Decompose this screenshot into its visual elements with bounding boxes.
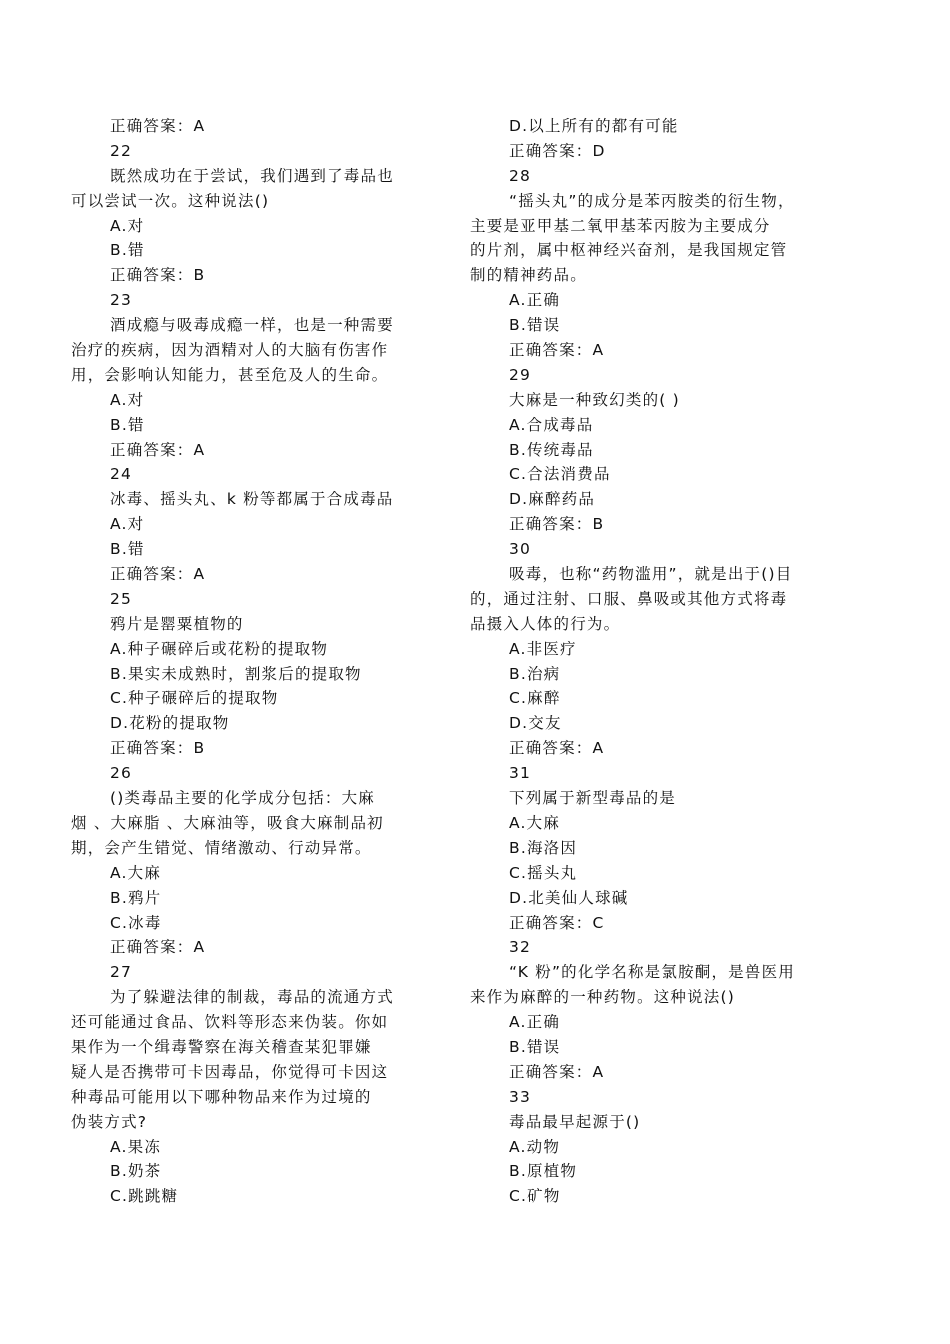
question-text-line: 期，会产生错觉、情绪激动、行动异常。 <box>71 838 372 857</box>
question-text-line: 制的精神药品。 <box>470 266 587 285</box>
answer-option: A.对 <box>110 390 145 409</box>
question-text-line: 冰毒、摇头丸、k 粉等都属于合成毒品 <box>110 490 394 509</box>
question-text-line: 鸦片是罂粟植物的 <box>110 614 244 633</box>
question-text-line: 疑人是否携带可卡因毒品，你觉得可卡因这 <box>71 1062 389 1081</box>
question-number: 26 <box>110 764 133 783</box>
answer-option: B.错误 <box>509 1037 561 1056</box>
question-text-line: 吸毒，也称“药物滥用”，就是出于()目 <box>509 565 793 584</box>
answer-option: C.矿物 <box>509 1187 561 1206</box>
correct-answer: 正确答案：C <box>509 913 605 932</box>
answer-option: B.奶茶 <box>110 1162 162 1181</box>
answer-option: B.原植物 <box>509 1162 578 1181</box>
correct-answer: 正确答案：B <box>110 739 206 758</box>
question-number: 24 <box>110 465 133 484</box>
answer-option: B.传统毒品 <box>509 440 594 459</box>
question-text-line: 种毒品可能用以下哪种物品来作为过境的 <box>71 1087 372 1106</box>
question-text-line: 品摄入人体的行为。 <box>470 614 621 633</box>
question-number: 27 <box>110 963 133 982</box>
question-text-line: 的，通过注射、口服、鼻吸或其他方式将毒 <box>470 589 788 608</box>
question-text-line: ()类毒品主要的化学成分包括：大麻 <box>110 789 375 808</box>
answer-option: A.对 <box>110 515 145 534</box>
right-column <box>470 114 836 1209</box>
answer-option: D.麻醉药品 <box>509 490 596 509</box>
question-number: 33 <box>509 1087 532 1106</box>
question-text-line: 烟 、大麻脂 、大麻油等，吸食大麻制品初 <box>71 813 384 832</box>
question-text-line: 的片剂，属中枢神经兴奋剂，是我国规定管 <box>470 241 788 260</box>
question-text-line: 还可能通过食品、饮料等形态来伪装。你如 <box>71 1013 389 1032</box>
question-text-line: 为了躲避法律的制裁，毒品的流通方式 <box>110 988 394 1007</box>
answer-option: B.错 <box>110 415 145 434</box>
question-text-line: 酒成瘾与吸毒成瘾一样，也是一种需要 <box>110 316 394 335</box>
question-text-line: 毒品最早起源于() <box>509 1112 641 1131</box>
answer-option: A.合成毒品 <box>509 415 594 434</box>
question-number: 25 <box>110 589 133 608</box>
answer-option: A.种子碾碎后或花粉的提取物 <box>110 639 329 658</box>
correct-answer: 正确答案：B <box>509 515 605 534</box>
answer-option: D.以上所有的都有可能 <box>509 117 679 135</box>
question-text-line: “摇头丸”的成分是苯丙胺类的衍生物， <box>509 191 795 210</box>
answer-option: A.动物 <box>509 1137 561 1156</box>
question-text-line: “K 粉”的化学名称是氯胺酮，是兽医用 <box>509 963 795 982</box>
left-column <box>71 114 437 1209</box>
answer-option: B.错 <box>110 540 145 559</box>
answer-option: C.跳跳糖 <box>110 1187 179 1206</box>
question-number: 22 <box>110 141 133 160</box>
answer-option: B.果实未成熟时，割浆后的提取物 <box>110 664 362 683</box>
correct-answer: 正确答案：A <box>110 565 206 584</box>
answer-option: A.大麻 <box>110 863 162 882</box>
correct-answer: 正确答案：A <box>509 341 605 360</box>
question-text-line: 既然成功在于尝试，我们遇到了毒品也 <box>110 166 394 185</box>
answer-option: A.对 <box>110 216 145 235</box>
question-text-line: 治疗的疾病，因为酒精对人的大脑有伤害作 <box>71 341 389 360</box>
correct-answer: 正确答案：D <box>509 141 606 160</box>
answer-option: C.冰毒 <box>110 913 162 932</box>
answer-option: D.交友 <box>509 714 562 733</box>
answer-option: B.错误 <box>509 316 561 335</box>
question-number: 29 <box>509 365 532 384</box>
correct-answer: 正确答案：B <box>110 266 206 285</box>
question-number: 28 <box>509 166 532 185</box>
answer-option: D.花粉的提取物 <box>110 714 230 733</box>
answer-option: A.果冻 <box>110 1137 162 1156</box>
answer-option: B.海洛因 <box>509 838 578 857</box>
correct-answer: 正确答案：A <box>110 117 206 135</box>
question-text-line: 下列属于新型毒品的是 <box>509 789 677 808</box>
answer-option: C.种子碾碎后的提取物 <box>110 689 279 708</box>
question-text-line: 可以尝试一次。这种说法() <box>71 191 270 210</box>
question-number: 23 <box>110 291 133 310</box>
question-number: 31 <box>509 764 532 783</box>
answer-option: B.治病 <box>509 664 561 683</box>
answer-option: D.北美仙人球碱 <box>509 888 629 907</box>
answer-option: C.摇头丸 <box>509 863 578 882</box>
answer-option: C.合法消费品 <box>509 465 611 484</box>
question-text-line: 主要是亚甲基二氧甲基苯丙胺为主要成分 <box>470 216 771 235</box>
answer-option: B.鸦片 <box>110 888 162 907</box>
correct-answer: 正确答案：A <box>110 440 206 459</box>
question-number: 30 <box>509 540 532 559</box>
question-text-line: 伪装方式? <box>71 1112 148 1131</box>
correct-answer: 正确答案：A <box>509 739 605 758</box>
question-text-line: 用，会影响认知能力，甚至危及人的生命。 <box>71 365 389 384</box>
question-text-line: 来作为麻醉的一种药物。这种说法() <box>470 988 735 1007</box>
question-number: 32 <box>509 938 532 957</box>
answer-option: B.错 <box>110 241 145 260</box>
answer-option: C.麻醉 <box>509 689 561 708</box>
question-text-line: 大麻是一种致幻类的( ) <box>509 390 680 409</box>
question-text-line: 果作为一个缉毒警察在海关稽查某犯罪嫌 <box>71 1037 372 1056</box>
correct-answer: 正确答案：A <box>509 1062 605 1081</box>
answer-option: A.正确 <box>509 1013 561 1032</box>
answer-option: A.正确 <box>509 291 561 310</box>
answer-option: A.非医疗 <box>509 639 577 658</box>
answer-option: A.大麻 <box>509 813 561 832</box>
correct-answer: 正确答案：A <box>110 938 206 957</box>
